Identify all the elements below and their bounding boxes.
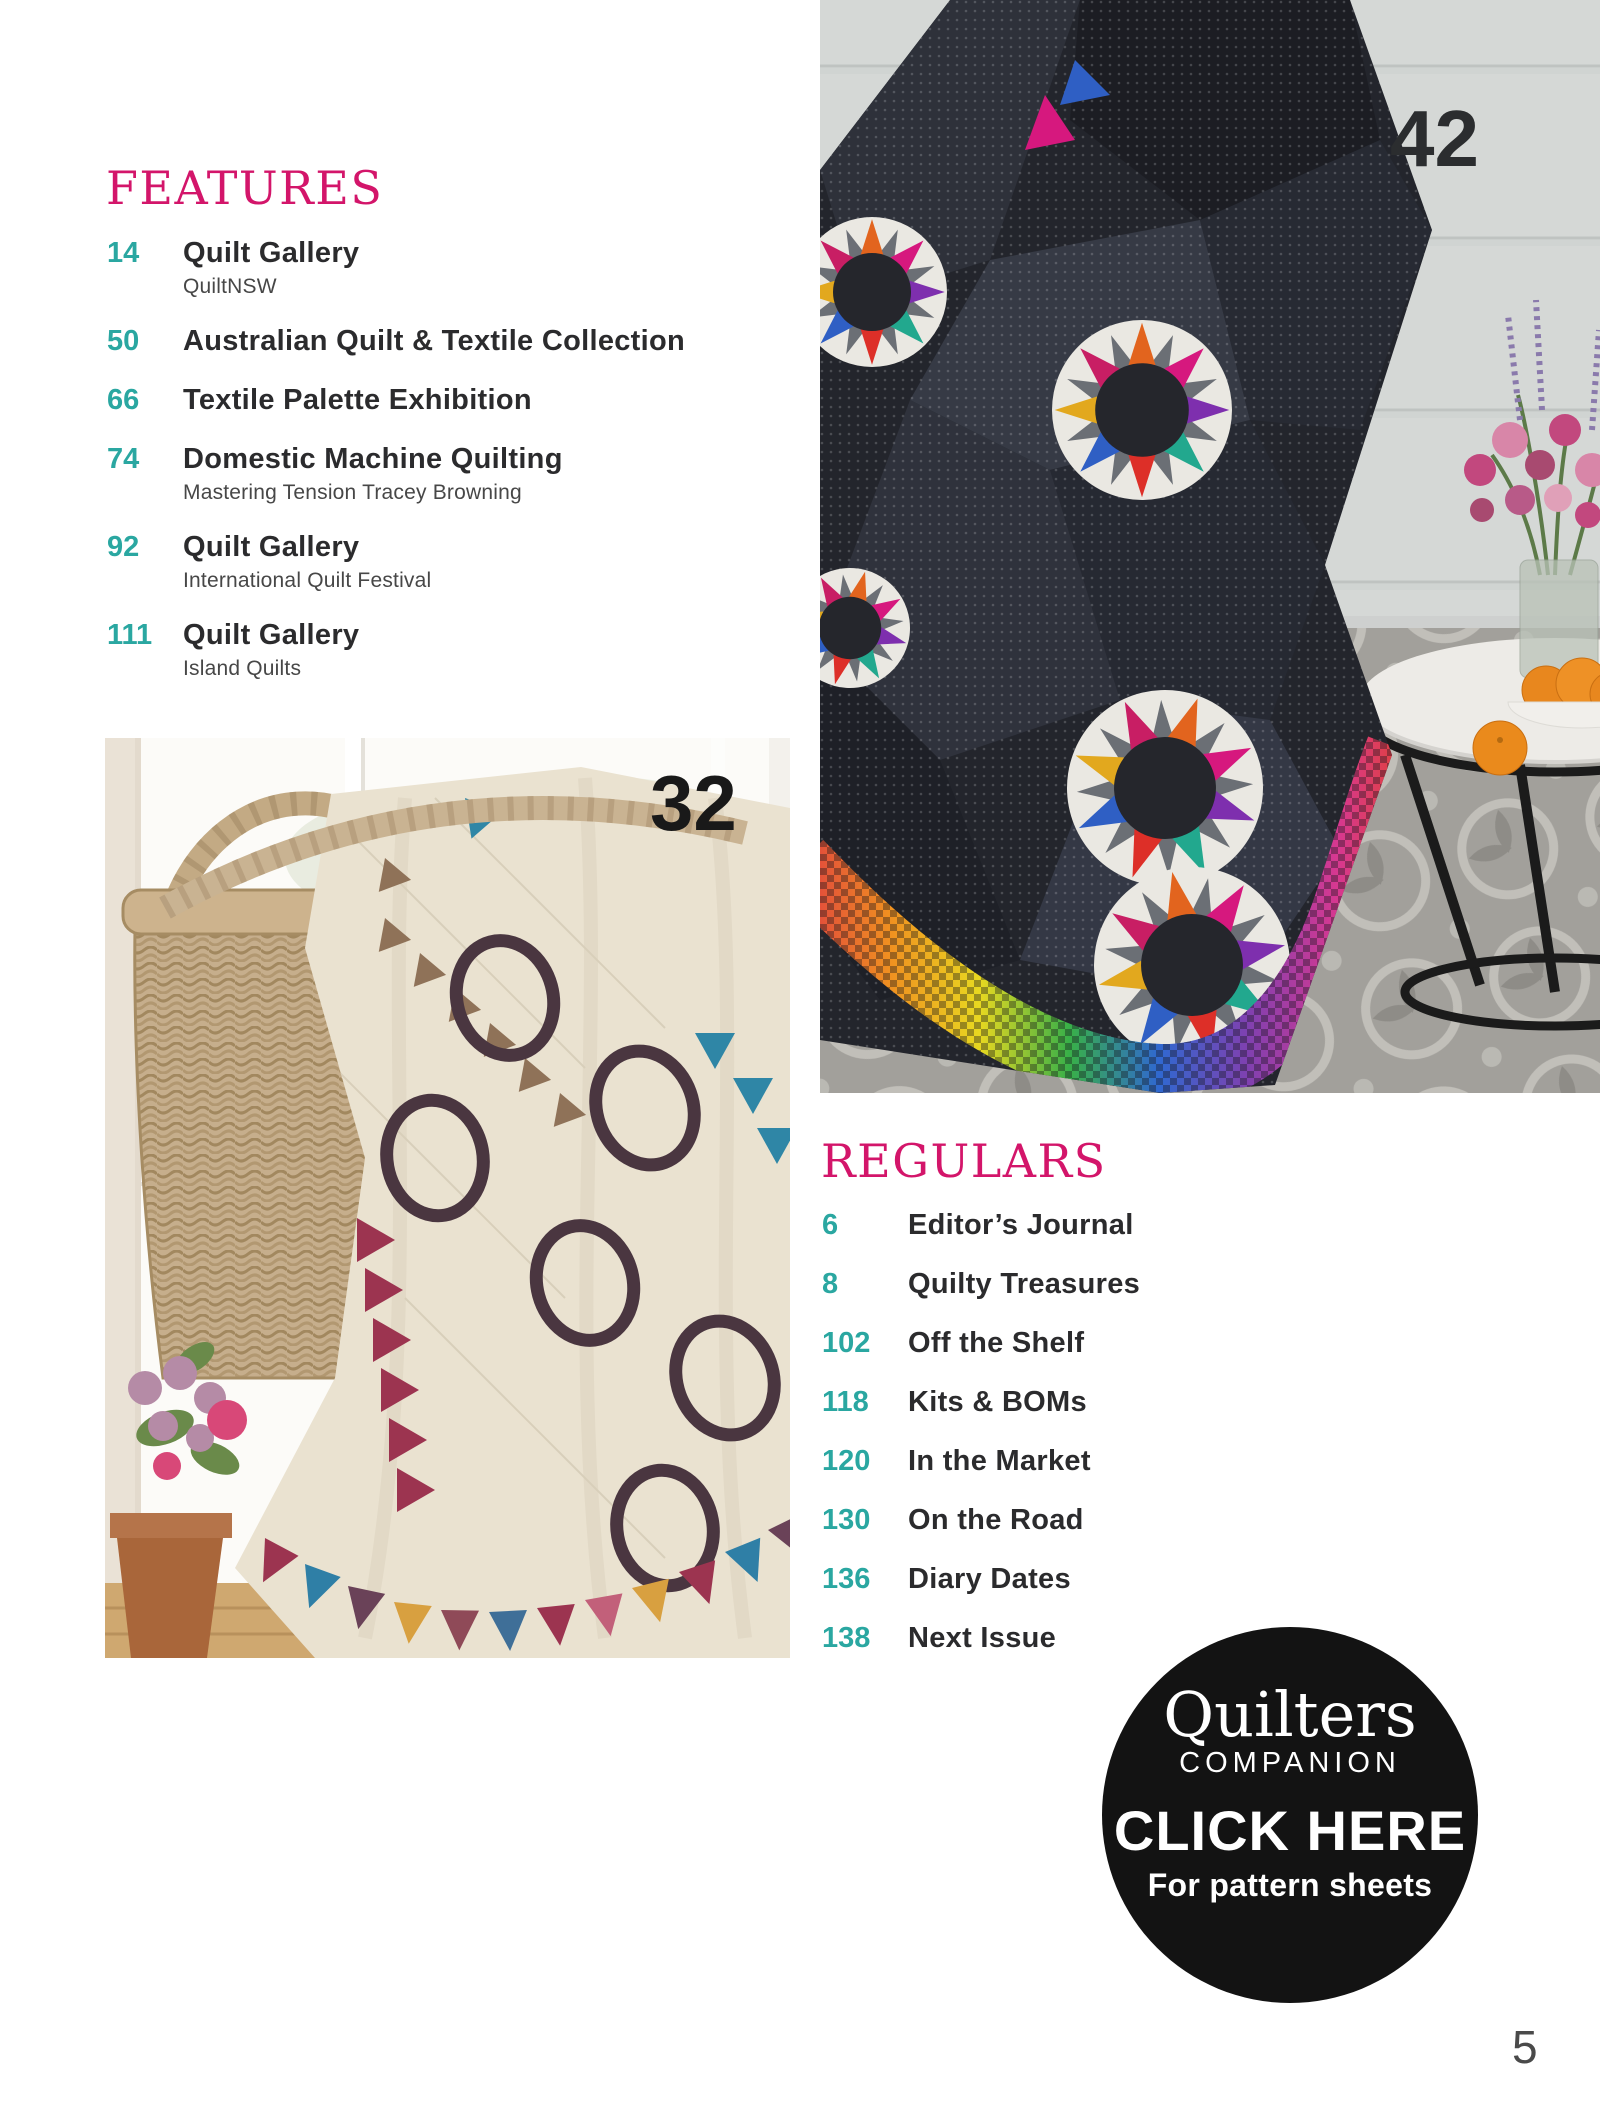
page-ref: 111 [107,619,153,651]
toc-title: Quilt Gallery [183,531,360,563]
toc-title: Off the Shelf [908,1327,1085,1359]
toc-subtitle: Mastering Tension Tracey Browning [183,481,522,504]
toc-title: Quilt Gallery [183,619,360,651]
toc-title: On the Road [908,1504,1084,1536]
badge-brand-companion: COMPANION [1179,1747,1401,1779]
toc-title: Quilt Gallery [183,237,360,269]
pattern-sheets-click-badge[interactable] [1102,1627,1478,2003]
toc-item-in-the-market[interactable] [822,1444,1242,1478]
page-ref: 118 [822,1386,869,1418]
badge-click-here-label: CLICK HERE [1113,1799,1467,1862]
page-ref: 136 [822,1563,871,1595]
features-heading: FEATURES [106,161,384,215]
page-ref: 138 [822,1622,871,1654]
toc-subtitle: Island Quilts [183,657,302,680]
page-ref: 102 [822,1327,871,1359]
page-ref: 8 [822,1268,839,1300]
toc-subtitle: QuiltNSW [183,275,277,298]
toc-title: Quilty Treasures [908,1268,1141,1300]
page-ref: 14 [107,237,140,269]
quilt-in-basket-photo [105,738,790,1658]
badge-brand-quilters: Quilters [1163,1678,1417,1751]
toc-item-editors-journal[interactable] [822,1208,1242,1242]
badge-subtext: For pattern sheets [1147,1867,1433,1903]
toc-item-diary-dates[interactable] [822,1562,1242,1596]
features-list [107,236,727,706]
page-ref: 120 [822,1445,871,1477]
toc-title: Australian Quilt & Textile Collection [183,325,686,357]
toc-item-on-the-road[interactable] [822,1503,1242,1537]
toc-item-quilty-treasures[interactable] [822,1267,1242,1301]
toc-item-kits-and-boms[interactable] [822,1385,1242,1419]
page-number: 5 [1512,2021,1538,2073]
toc-item-quilt-gallery-92[interactable] [107,530,727,593]
regulars-heading: REGULARS [821,1134,1107,1188]
toc-title: Textile Palette Exhibition [183,384,532,416]
toc-item-off-the-shelf[interactable] [822,1326,1242,1360]
photo-page-label-42: 42 [1390,94,1479,183]
toc-title: Diary Dates [908,1563,1071,1595]
page-ref: 92 [107,531,140,563]
quilt-on-wall-photo [820,0,1600,1093]
page-ref: 130 [822,1504,871,1536]
page-ref: 6 [822,1209,839,1241]
toc-item-quilt-gallery-14[interactable] [107,236,727,299]
toc-title: Editor’s Journal [908,1209,1134,1241]
page-ref: 50 [107,325,140,357]
toc-item-textile-palette[interactable] [107,383,727,417]
toc-item-domestic-machine-quilting[interactable] [107,442,727,505]
regulars-list [822,1208,1242,1680]
photo-page-label-32: 32 [650,759,737,847]
toc-title: Domestic Machine Quilting [183,443,563,475]
toc-subtitle: International Quilt Festival [183,569,432,592]
toc-item-australian-collection[interactable] [107,324,727,358]
page-ref: 74 [107,443,140,475]
toc-title: Next Issue [908,1622,1057,1654]
toc-item-quilt-gallery-111[interactable] [107,618,727,681]
toc-title: In the Market [908,1445,1091,1477]
toc-item-next-issue[interactable] [822,1621,1242,1655]
toc-title: Kits & BOMs [908,1386,1087,1418]
page-ref: 66 [107,384,140,416]
